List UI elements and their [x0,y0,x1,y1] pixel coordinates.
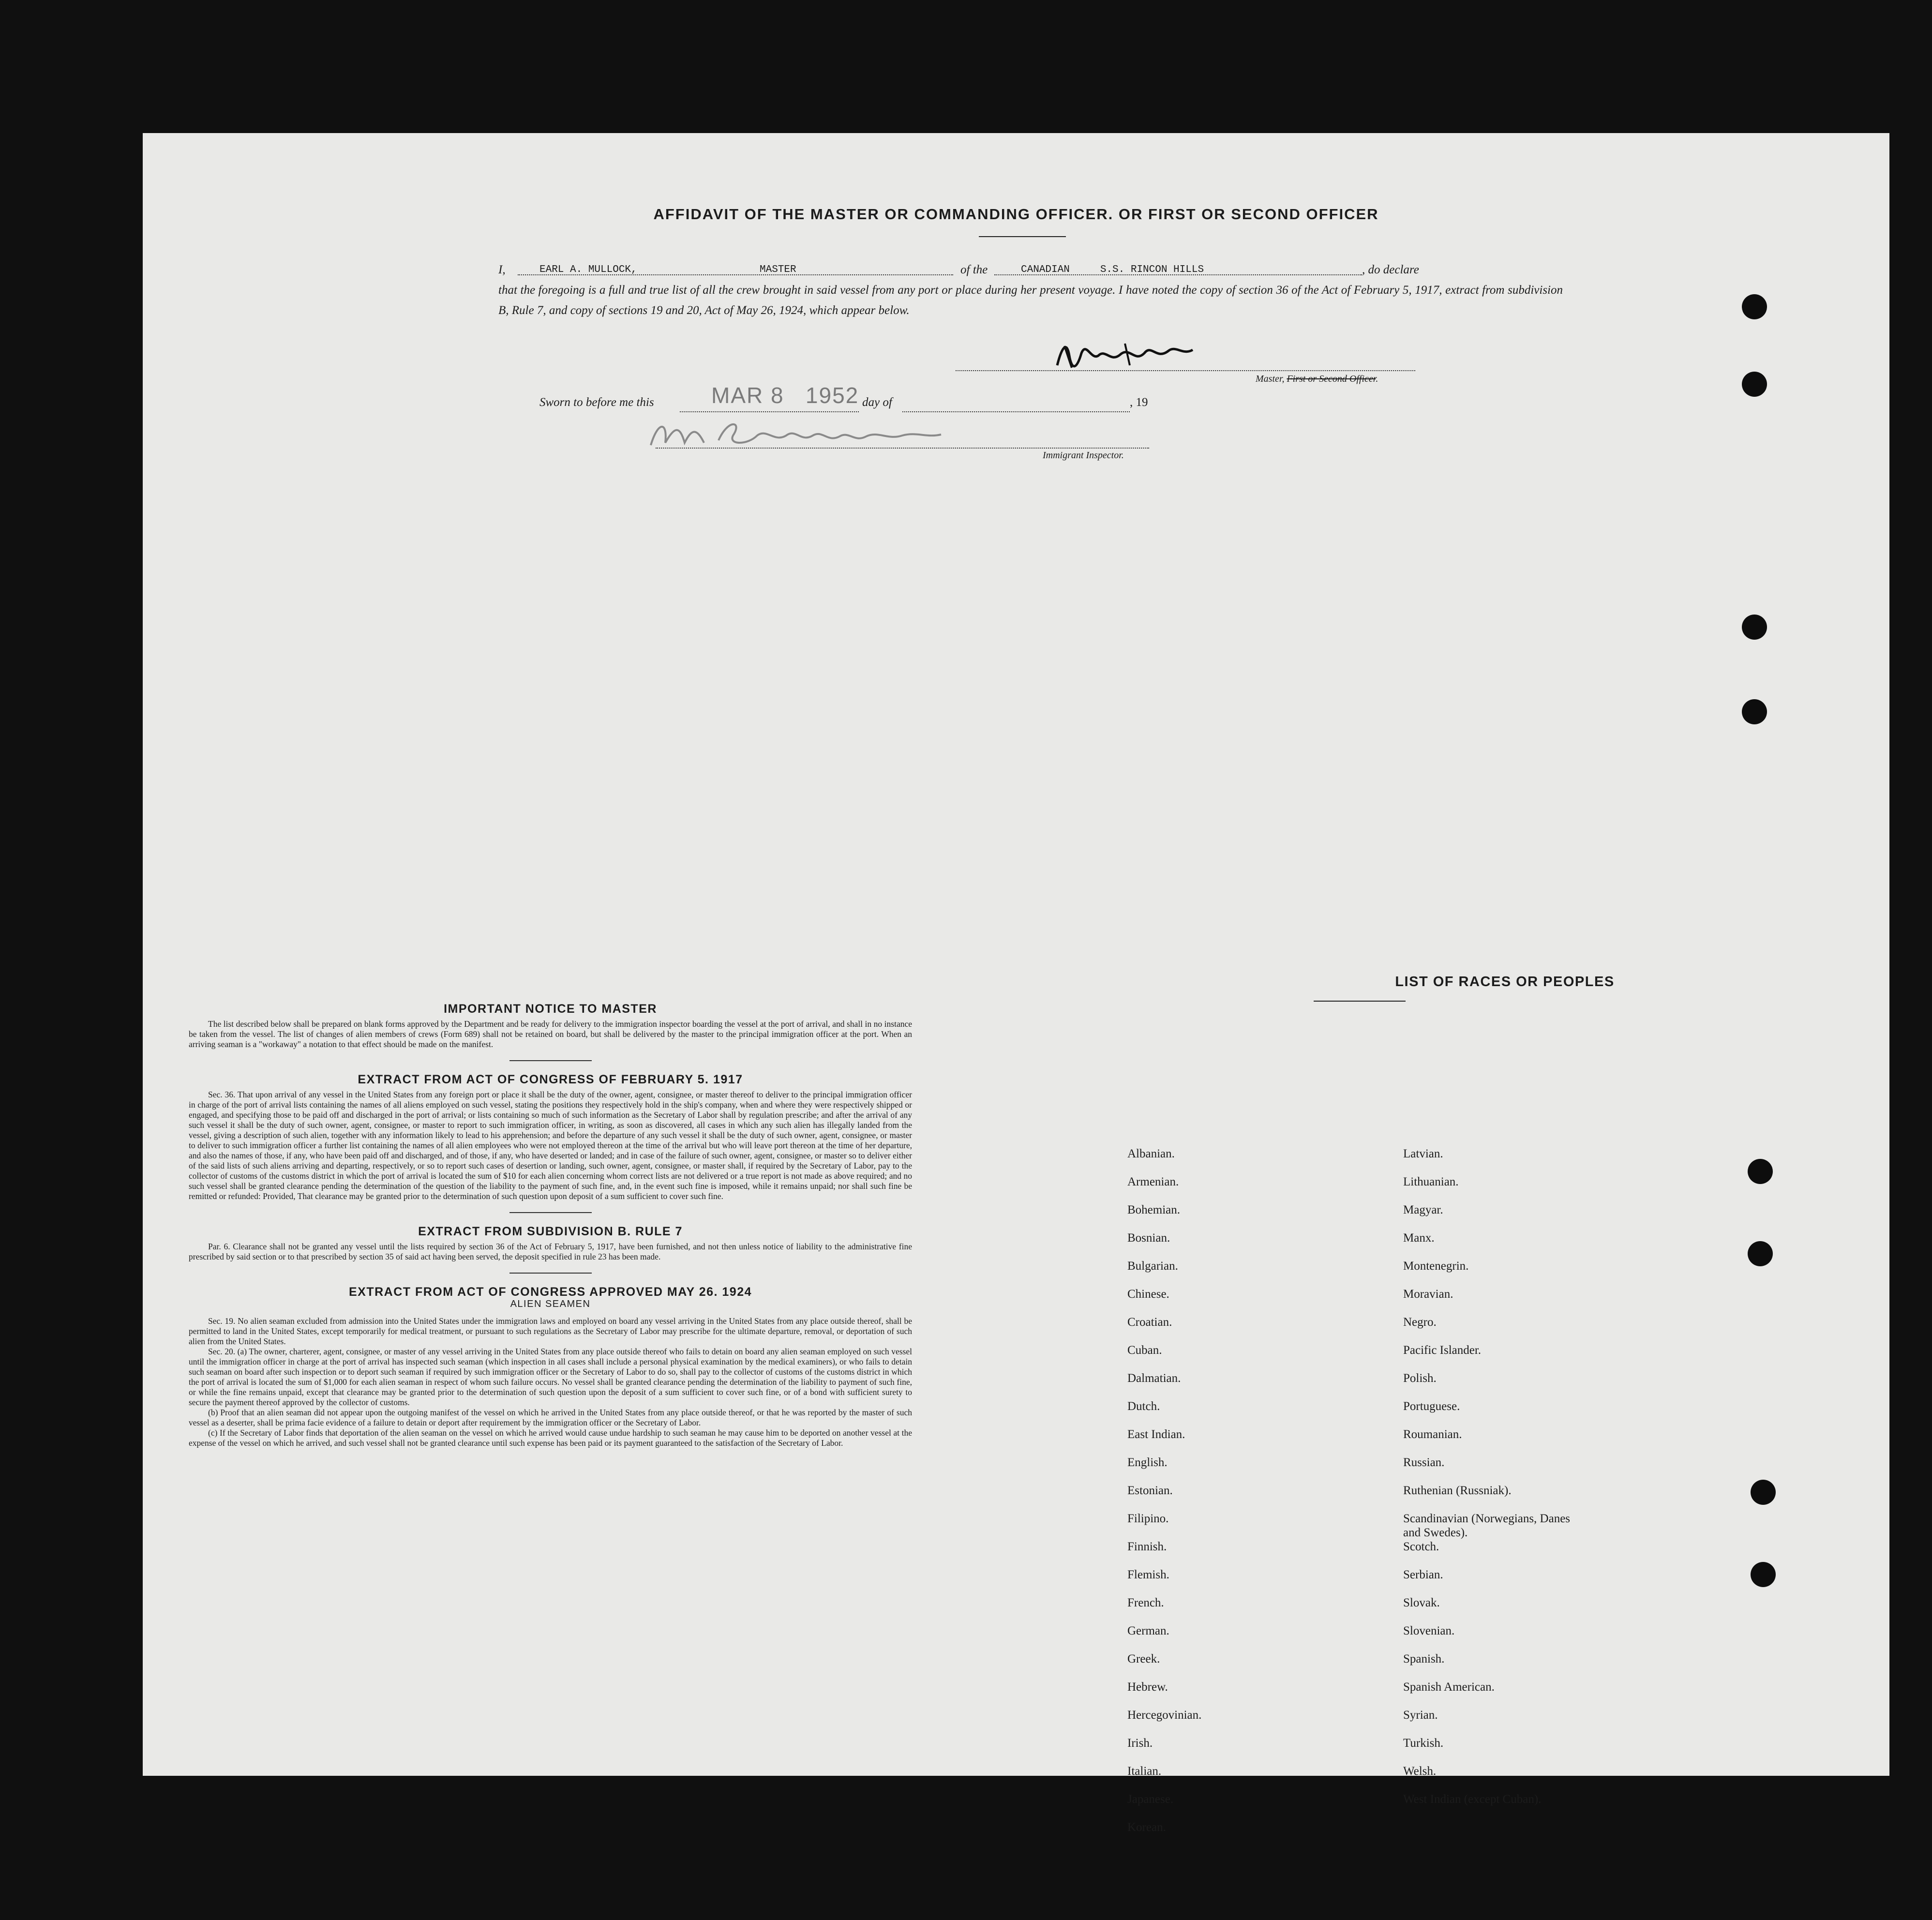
race-item: English. [1127,1456,1168,1469]
race-item: Spanish. [1403,1652,1445,1665]
race-item: Magyar. [1403,1203,1443,1216]
race-item: Montenegrin. [1403,1260,1469,1273]
race-item: Italian. [1127,1765,1162,1778]
extract-1917-rule [509,1212,592,1213]
punch-hole [1748,1159,1773,1184]
punch-hole [1742,699,1767,724]
extract-1924-subheading: ALIEN SEAMEN [510,1299,591,1309]
race-item: German. [1127,1624,1169,1637]
do-declare-label: , do declare [1362,263,1419,276]
race-item: Scotch. [1403,1540,1439,1553]
punch-hole [1751,1480,1776,1505]
race-item: Finnish. [1127,1540,1167,1553]
race-item: Chinese. [1127,1288,1169,1301]
race-item: Bulgarian. [1127,1260,1178,1273]
i-label: I, [498,263,506,276]
race-item: Syrian. [1403,1709,1438,1722]
race-item: Pacific Islander. [1403,1344,1482,1357]
race-item: Greek. [1127,1652,1160,1665]
race-item: Ruthenian (Russniak). [1403,1484,1512,1497]
affidavit-title: AFFIDAVIT OF THE MASTER OR COMMANDING OFFICER. OR FIRST OR SECOND OFFICER [653,206,1379,223]
race-item: Cuban. [1127,1344,1162,1357]
race-item: Slovak. [1403,1596,1440,1609]
race-item: Roumanian. [1403,1428,1462,1441]
race-item: Irish. [1127,1737,1153,1750]
punch-hole [1751,1562,1776,1587]
inspector-caption: Immigrant Inspector. [1043,450,1124,461]
title-rule [979,236,1066,237]
punch-hole [1748,1241,1773,1266]
race-item: Slovenian. [1403,1624,1455,1637]
race-item: Spanish American. [1403,1680,1495,1694]
sworn-label: Sworn to before me this [539,396,654,409]
inspector-signature [646,416,946,455]
race-item: Filipino. [1127,1512,1169,1525]
declaration [498,260,1563,321]
race-item: Hebrew. [1127,1680,1168,1694]
race-item: Japanese. [1127,1793,1174,1806]
race-item: Flemish. [1127,1568,1169,1581]
punch-hole [1742,372,1767,397]
race-item: Polish. [1403,1372,1437,1385]
document-page [143,133,1889,1834]
extract-1924-paragraph: Sec. 20. (a) The owner, charterer, agent, consignee, or master of any vessel arriving in the United States from any place outside thereof who fails to detain on board any alien seaman employed on such vessel until the immigration officer in charge at the port of arrival has inspected such seaman (which inspection in all cases shall include a personal physical examination by the medical examiners), or who fails to detain such seaman on board after such inspection or to deport such seaman if required by such immigration officer or the Secretary of Labor to do so, shall pay to the collector of customs of the customs district in which the port of arrival is located the sum of $1,000 for each alien seaman in respect of whom such failure occurs. No vessel shall be granted clearance pending the determination of the liability to payment of such fine, or while the fine remains unpaid, except that clearance may be granted prior to the determination of such question upon the deposit of a sum sufficient to cover such fine, or of a bond with sufficient surety to secure the payment thereof approved by the collector of customs. [189,1347,912,1407]
extract-rule7-heading: EXTRACT FROM SUBDIVISION B. RULE 7 [418,1225,683,1238]
year-label: , 19 [1130,396,1148,409]
race-item: East Indian. [1127,1428,1185,1441]
declaration-body: that the foregoing is a full and true list of all the crew brought in said vessel from any port or place during her present voyage. I have noted the copy of section 36 of the Act of February 5, 1917, extract from subdivision B, Rule 7, and copy of sections 19 and 20, Act of May 26, 1924, which appear below. [498,284,1563,317]
race-item: Moravian. [1403,1288,1453,1301]
race-item: Negro. [1403,1316,1437,1329]
extract-1924-paragraph: (b) Proof that an alien seaman did not appear upon the outgoing manifest of the vessel on which he arrived in the United States from any place outside thereof, or that he was reported by the master of such vessel as a deserter, shall be prima facie evidence of a failure to detain or deport after requirement by the immigration officer or the Secretary of Labor. [189,1408,912,1427]
extract-rule7-rule [509,1273,592,1274]
race-item: Croatian. [1127,1316,1172,1329]
extract-1924-heading: EXTRACT FROM ACT OF CONGRESS APPROVED MAY 26. 1924 [348,1285,752,1299]
date-stamp: MAR 8 1952 [711,383,859,408]
race-item: Hercegovinian. [1127,1709,1202,1722]
extract-1917-heading: EXTRACT FROM ACT OF CONGRESS OF FEBRUARY 5. 1917 [358,1073,743,1086]
race-item: Latvian. [1403,1147,1443,1160]
race-item: Korean. [1127,1821,1166,1834]
extract-1924-paragraph: (c) If the Secretary of Labor finds that deportation of the alien seaman on the vessel on which he arrived would cause undue hardship to such seaman he may cause him to be deported on another vessel at the expense of the vessel on which he arrived, and such vessel shall not be granted clearance until such expense has been paid or its payment guaranteed to the satisfaction of the Secretary of Labor. [189,1428,912,1448]
master-rank: MASTER [760,264,796,275]
race-item: Russian. [1403,1456,1445,1469]
race-item: Dalmatian. [1127,1372,1181,1385]
race-item: Manx. [1403,1231,1435,1245]
extract-1917-text: Sec. 36. That upon arrival of any vessel in the United States from any foreign port or place it shall be the duty of the owner, agent, consignee, or master thereof to deliver to the principal immigration officer in charge of the port of arrival lists containing the names of all aliens employed on such vessel, stating the positions they respectively hold in the ship's company, when and where they were respectively shipped or engaged, and specifying those to be paid off and discharged in the port of arrival; or lists containing so much of such information as the Secretary of Labor shall by regulation prescribe; and after the arrival of any such vessel it shall be the duty of such owner, agent, consignee, or master to report to such immigration officer, in writing, as soon as discovered, all cases in which any such alien has illegally landed from the vessel, giving a description of such alien, together with any information likely to lead to his apprehension; and before the departure of any such vessel it shall be the duty of such owner, agent, consignee, or master to deliver to such immigration officer a further list containing the names of all alien employees who were not employed thereon at the time of the arrival but who will leave port thereon at the time of her departure, and also the names of those, if any, who have been paid off and discharged, and of those, if any, who have deserted or landed; and in case of the failure of such owner, agent, consignee, or master so to deliver either of the said lists of such aliens arriving and departing, respectively, or so to report such cases of desertion or landing, such owner, agent, consignee, or master shall, if required by the Secretary of Labor, pay to the collector of customs of the customs district in which the port of arrival is located the sum of $10 for each alien concerning whom correct lists are not delivered or a true report is not made as above required; and no such vessel shall be granted clearance pending the determination of the question of the liability to the payment of such fine, and, in the event such fine is imposed, while it remains unpaid; nor shall such fine be remitted or refunded: Provided, That clearance may be granted prior to the determination of such question upon deposit of a sum sufficient to cover such fine. [189,1090,912,1201]
extract-1924-paragraph: Sec. 19. No alien seaman excluded from admission into the United States under the immigration laws and employed on board any vessel arriving in the United States from any place outside thereof, shall be permitted to land in the United States, except temporarily for medical treatment, or pursuant to such regulations as the Secretary of Labor may prescribe for the ultimate departure, removal, or deportation of such alien from the United States. [189,1316,912,1346]
races-rule [1314,1001,1406,1002]
race-item: Albanian. [1127,1147,1175,1160]
race-item: French. [1127,1596,1164,1609]
master-signature [1052,336,1198,375]
notice-heading: IMPORTANT NOTICE TO MASTER [444,1002,657,1016]
month-blank [902,397,1130,412]
notice-text: The list described below shall be prepared on blank forms approved by the Department and be ready for delivery to the immigration inspector boarding the vessel at the port of arrival, and shall in no instance be taken from the vessel. The list of changes of alien members of crews (Form 689) shall not be retained on board, but shall be delivered by the master to the principal immigration officer at the port. When an arriving seaman is a "workaway" a notation to that effect should be made on the manifest. [189,1019,912,1049]
race-item: Bosnian. [1127,1231,1170,1245]
race-item: West Indian (except Cuban). [1403,1793,1542,1806]
race-item: Estonian. [1127,1484,1173,1497]
master-caption-end: . [1376,374,1378,384]
declaration-first-line [498,260,1563,280]
notice-section [189,1004,912,1448]
punch-hole [1742,615,1767,640]
notice-rule [509,1060,592,1061]
race-item: Turkish. [1403,1737,1444,1750]
race-item: Welsh. [1403,1765,1437,1778]
race-item: Bohemian. [1127,1203,1181,1216]
race-item: Armenian. [1127,1175,1179,1188]
race-item: Scandinavian (Norwegians, Danes and Swedes). [1403,1512,1571,1539]
of-the-label: of the [960,263,988,276]
punch-hole [1742,294,1767,319]
races-heading: LIST OF RACES OR PEOPLES [1395,974,1615,990]
master-name: EARL A. MULLOCK, [539,264,637,275]
master-caption-text: Master, [1256,374,1287,384]
race-item: Lithuanian. [1403,1175,1459,1188]
race-item: Serbian. [1403,1568,1443,1581]
extract-rule7-text: Par. 6. Clearance shall not be granted any vessel until the lists required by section 36 of the Act of February 5, 1917, have been furnished, and not then unless notice of liability to the administrative fine prescribed by said section or to that prescribed by section 35 of said act having been served, the deposit specified in rule 23 has been made. [189,1242,912,1261]
vessel-name: CANADIAN S.S. RINCON HILLS [1021,264,1204,275]
master-caption [1256,374,1378,385]
day-of-label: day of [862,396,892,409]
race-item: Dutch. [1127,1400,1160,1413]
race-item: Portuguese. [1403,1400,1460,1413]
master-caption-struck: First or Second Officer [1287,374,1376,384]
